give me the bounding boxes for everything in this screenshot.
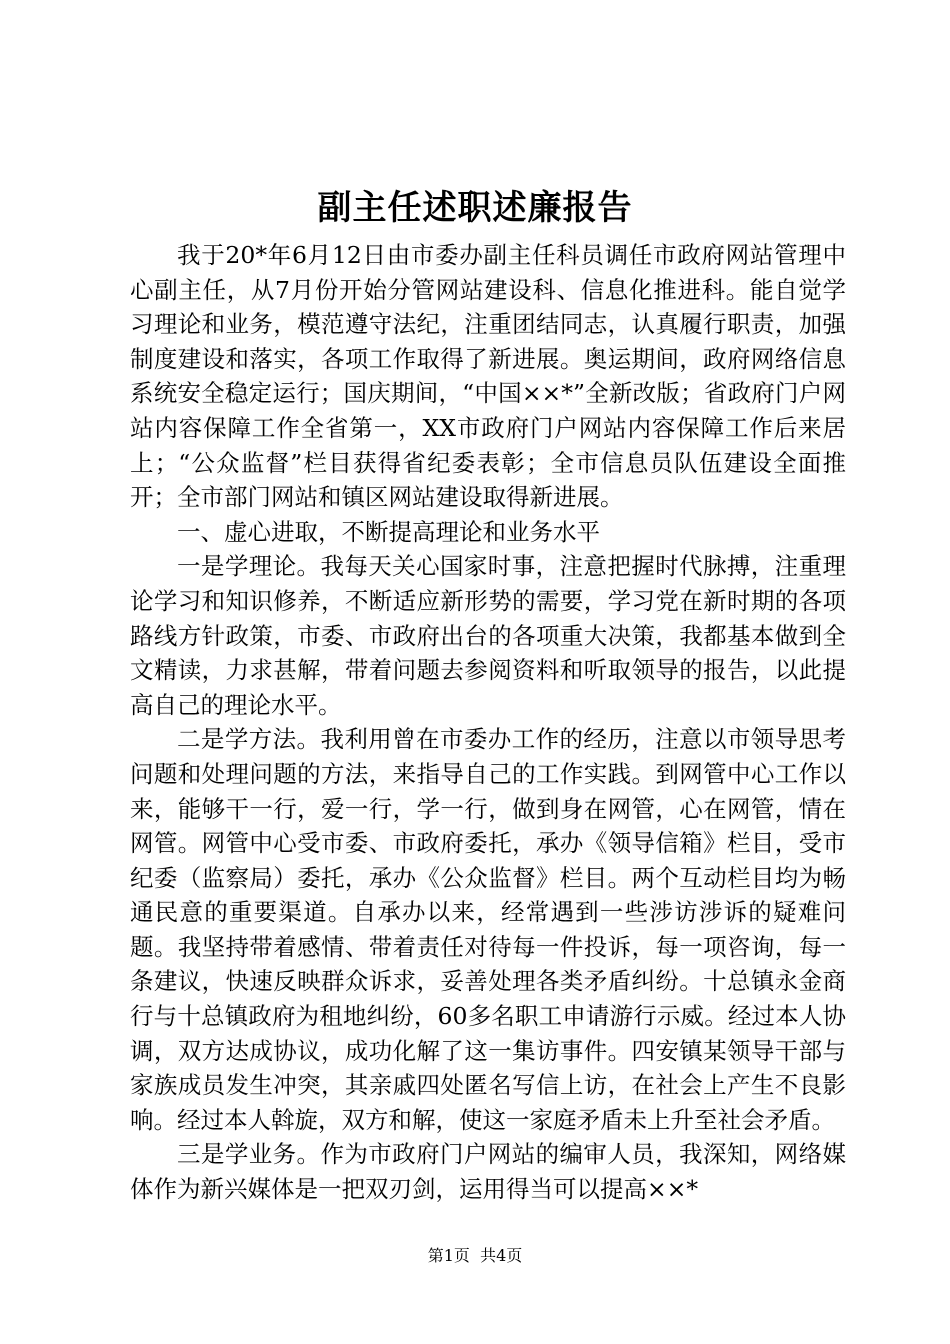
page-total: 共4页 bbox=[480, 1246, 523, 1265]
document-body bbox=[130, 238, 846, 1207]
section-heading-1: 一、虚心进取，不断提高理论和业务水平 bbox=[177, 517, 600, 546]
page-number: 第1页 bbox=[427, 1246, 470, 1265]
paragraph-study-business: 三是学业务。作为市政府门户网站的编审人员，我深知，网络媒体作为新兴媒体是一把双刃剑，运用得当可以提高××* bbox=[130, 1140, 846, 1204]
paragraph-study-method: 二是学方法。我利用曾在市委办工作的经历，注意以市领导思考问题和处理问题的方法，来指导自己的工作实践。到网管中心工作以来，能够干一行，爱一行，学一行，做到身在网管，心在网管，情在网管。网管中心受市委、市政府委托，承办《领导信箱》栏目，受市纪委（监察局）委托，承办《公众监督》栏目。两个互动栏目均为畅通民意的重要渠道。自承办以来，经常遇到一些涉访涉诉的疑难问题。我坚持带着感情、带着责任对待每一件投诉，每一项咨询，每一条建议，快速反映群众诉求，妥善处理各类矛盾纠纷。十总镇永金商行与十总镇政府为租地纠纷，60多名职工申请游行示威。经过本人协调，双方达成协议，成功化解了这一集访事件。四安镇某领导干部与家族成员发生冲突，其亲戚四处匿名写信上访，在社会上产生不良影响。经过本人斡旋，双方和解，使这一家庭矛盾未上升至社会矛盾。 bbox=[130, 725, 846, 1134]
footer-separator bbox=[470, 1246, 480, 1265]
paragraph-study-theory: 一是学理论。我每天关心国家时事，注意把握时代脉搏，注重理论学习和知识修养，不断适应新形势的需要，学习党在新时期的各项路线方针政策，市委、市政府出台的各项重大决策，我都基本做到全文精读，力求甚解，带着问题去参阅资料和听取领导的报告，以此提高自己的理论水平。 bbox=[130, 552, 846, 719]
paragraph-intro: 我于20*年6月12日由市委办副主任科员调任市政府网站管理中心副主任，从7月份开始分管网站建设科、信息化推进科。能自觉学习理论和业务，模范遵守法纪，注重团结同志，认真履行职责，加强制度建设和落实，各项工作取得了新进展。奥运期间，政府网络信息系统安全稳定运行；国庆期间，“中国××*”全新改版；省政府门户网站内容保障工作全省第一，XX市政府门户网站内容保障工作后来居上；“公众监督”栏目获得省纪委表彰；全市信息员队伍建设全面推开；全市部门网站和镇区网站建设取得新进展。 bbox=[130, 241, 846, 512]
document-title: 副主任述职述廉报告 bbox=[317, 188, 633, 228]
page-footer bbox=[0, 1245, 950, 1267]
